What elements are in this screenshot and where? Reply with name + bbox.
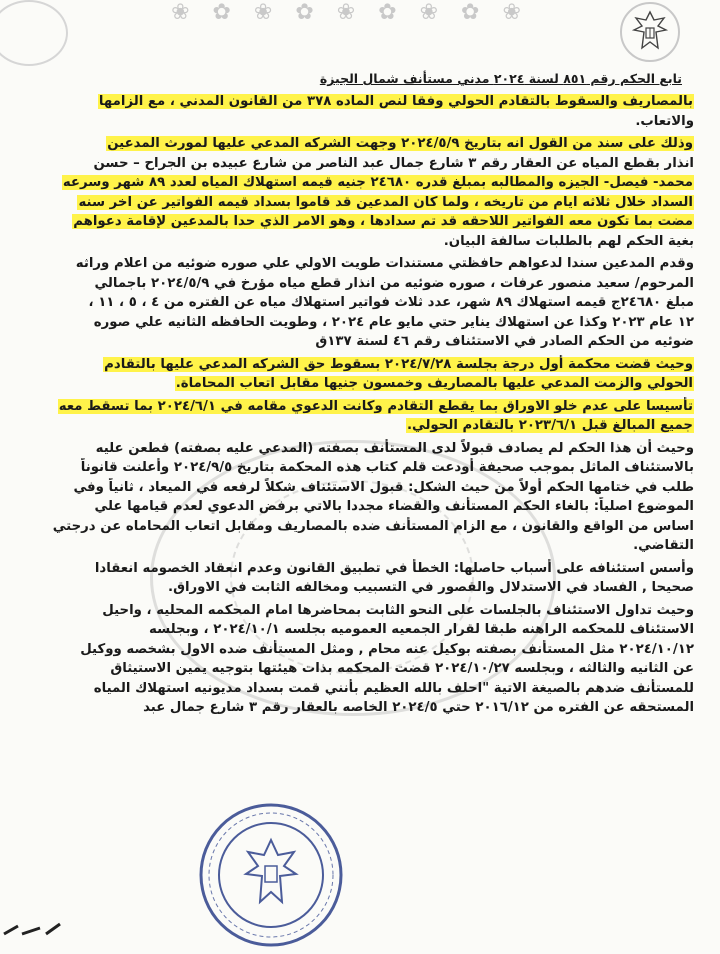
line-text: المستحقه عن الفتره من ٢٠١٦/١٢ حتي ٢٠٢٤/٥ الخاصه بالعقار رقم ٣ شارع جمال عبد	[143, 700, 694, 715]
highlighted-text: الحولي والزمت المدعي عليها بالمصاريف وخمسون جنيها مقابل اتعاب المحاماة.	[175, 376, 693, 391]
paragraph	[18, 601, 694, 718]
text-line	[18, 92, 694, 112]
text-line	[18, 536, 694, 556]
text-line	[18, 274, 694, 294]
paragraph	[18, 92, 694, 131]
line-text: انذار بقطع المياه عن العقار رقم ٣ شارع جمال عبد الناصر من شارع عبيده بن الجراح – حسن	[93, 155, 694, 171]
text-line	[18, 355, 694, 375]
paragraph	[18, 397, 694, 436]
line-text: وقدم المدعين سندا لدعواهم حافظتي مستندات طويت الاولي علي صوره ضوئيه من اعلام وراثه	[75, 256, 694, 271]
line-text: الاستئناف للمحكمه الراهنه طبقا لقرار الجمعيه العموميه بجلسه ٢٠٢٤/١٠/١ ، وبجلسه	[149, 622, 694, 637]
text-line	[18, 374, 694, 394]
top-ornament: ❀ ✿ ❀ ✿ ❀ ✿ ❀ ✿ ❀	[171, 0, 529, 25]
paragraph	[18, 439, 694, 556]
highlighted-text: مضت بما تكون معه الفواتير اللاحقه قد تم سدادها ، وهو الامر الذي حدا بالمدعين لإقامة دعواهم	[73, 214, 693, 229]
line-text: ٢٠٢٤/١٠/١٢ مثل المستأنف بصفته بوكيل عنه محام , ومثل المستأنف ضده الاول بشخصه ووكيل	[80, 641, 694, 657]
text-line	[18, 134, 694, 154]
line-text: اساس من الواقع والقانون ، مع الزام المستأنف ضده بالمصاريف ومقابل اتعاب المحاماه عن درجتي	[52, 518, 694, 534]
text-line	[18, 659, 694, 679]
line-text: للمستأنف ضدهم بالصيغة الاتية "احلف بالله العظيم بأنني قمت بسداد مديونيه استهلاك المياه	[93, 680, 694, 696]
highlighted-text: جميع المبالغ قبل ٢٠٢٣/٦/١ بالتقادم الحولي.	[406, 418, 693, 433]
line-text: والاتعاب.	[635, 113, 694, 129]
case-number-header: تابع الحكم رقم ٨٥١ لسنة ٢٠٢٤ مدني مستأنف شمال الجيزة	[319, 71, 682, 86]
eagle-emblem-icon	[628, 8, 672, 56]
text-line	[18, 397, 694, 417]
highlighted-text: وحيث قضت محكمة أول درجة بجلسة ٢٠٢٤/٧/٢٨ بسقوط حق الشركه المدعي عليها بالتقادم	[104, 356, 693, 372]
text-line	[18, 232, 694, 252]
line-text: الموضوع اصلياً: بالغاء الحكم المستأنف والقضاء مجددا بالاتي برفض الدعوي لعدم قيامها علي	[94, 499, 694, 514]
text-line	[18, 212, 694, 232]
text-line	[18, 497, 694, 517]
line-text: صحيحا , الفساد في الاستدلال والقصور في التسبيب ومخالفه الثابت في الاوراق.	[168, 580, 694, 595]
line-text: المرحوم/ سعيد منصور عرفات ، صوره ضوئيه من انذار قطع مياه مؤرخ في ٢٠٢٤/٥/٩ باجمالي	[94, 275, 694, 291]
text-line	[18, 458, 694, 478]
corner-seal-left	[0, 0, 68, 66]
paragraph	[18, 134, 694, 251]
court-stamp-icon	[196, 800, 346, 950]
text-line	[18, 578, 694, 598]
paragraph	[18, 559, 694, 598]
line-text: ضوئيه من الحكم الصادر في الاستئناف رقم ٤٦ لسنة ١٣٧ق	[315, 334, 694, 349]
text-line	[18, 698, 694, 718]
highlighted-text: تأسيسا على عدم خلو الاوراق بما يقطع التقادم وكانت الدعوي مقامه في ٢٠٢٤/٦/١ بما تسقط معه	[58, 398, 693, 414]
text-line	[18, 620, 694, 640]
line-text: طلب في ختامها الحكم أولاً من حيث الشكل: قبول الاستئناف شكلاً لرفعه في الميعاد ، ثانياً وفي	[73, 479, 694, 495]
paragraph-gap	[18, 718, 694, 721]
line-text: التقاضي.	[633, 538, 694, 553]
highlighted-text: بالمصاريف والسقوط بالتقادم الحولي وفقا لنص الماده ٣٧٨ من القانون المدني ، مع الزامها	[98, 94, 693, 109]
line-text: ١٢ عام ٢٠٢٣ وكذا عن استهلاك يناير حتي مايو عام ٢٠٢٤ ، وطويت الحافظه الثانيه علي صوره	[93, 314, 694, 330]
text-line	[18, 112, 694, 132]
text-line	[18, 154, 694, 174]
line-text: مبلغ ٢٤٦٨٠ج قيمه استهلاك ٨٩ شهر، عدد ثلاث فواتير استهلاك مياه عن الفتره من ٤ ، ٥ ، ١١ ،	[88, 295, 694, 310]
text-line	[18, 439, 694, 459]
line-text: وأسس استئنافه على أسباب حاصلها: الخطأ في تطبيق القانون وعدم انعقاد الخصومه انعقادا	[94, 560, 694, 576]
highlighted-text: وذلك على سند من القول انه بتاريخ ٢٠٢٤/٥/٩ وجهت الشركه المدعي عليها لمورث المدعين	[107, 136, 693, 151]
highlighted-text: السداد خلال ثلاثه ايام من تاريخه ، ولما كان المدعين قد قاموا بسداد قيمه الفواتير عن اخر سنه	[78, 194, 693, 210]
text-line	[18, 293, 694, 313]
paragraph	[18, 355, 694, 394]
text-line	[18, 173, 694, 193]
text-line	[18, 679, 694, 699]
line-text: بالاستئناف الماثل بموجب صحيفة أودعت قلم كتاب هذه المحكمة بتاريخ ٢٠٢٤/٩/٥ وأعلنت قانوناً	[80, 460, 694, 475]
line-text: بغية الحكم لهم بالطلبات سالفة البيان.	[443, 233, 694, 249]
bottom-edge-marks	[0, 922, 120, 938]
text-line	[18, 478, 694, 498]
text-line	[18, 254, 694, 274]
line-text: عن الثانيه والثالثه ، وبجلسه ٢٠٢٤/١٠/٢٧ قضت المحكمه بذات هيئتها بتوجيه يمين الاستيثاق	[110, 661, 694, 676]
paragraph	[18, 254, 694, 352]
line-text: وحيث أن هذا الحكم لم يصادف قبولاً لدى المستأنف بصفته (المدعي عليه بصفته) فطعن عليه	[95, 440, 694, 456]
text-line	[18, 193, 694, 213]
highlighted-text: محمد- فيصل- الجيزه والمطالبه بمبلغ قدره ٢٤٦٨٠ جنيه قيمه استهلاك المياه لعدد ٨٩ شهر وسرعه	[62, 175, 693, 190]
text-line	[18, 601, 694, 621]
text-line	[18, 416, 694, 436]
document-body	[18, 92, 694, 721]
text-line	[18, 313, 694, 333]
line-text: وحيث تداول الاستئناف بالجلسات على النحو الثابت بمحاضرها امام المحكمه المحليه ، واحيل	[102, 602, 694, 618]
text-line	[18, 517, 694, 537]
text-line	[18, 559, 694, 579]
text-line	[18, 332, 694, 352]
text-line	[18, 640, 694, 660]
